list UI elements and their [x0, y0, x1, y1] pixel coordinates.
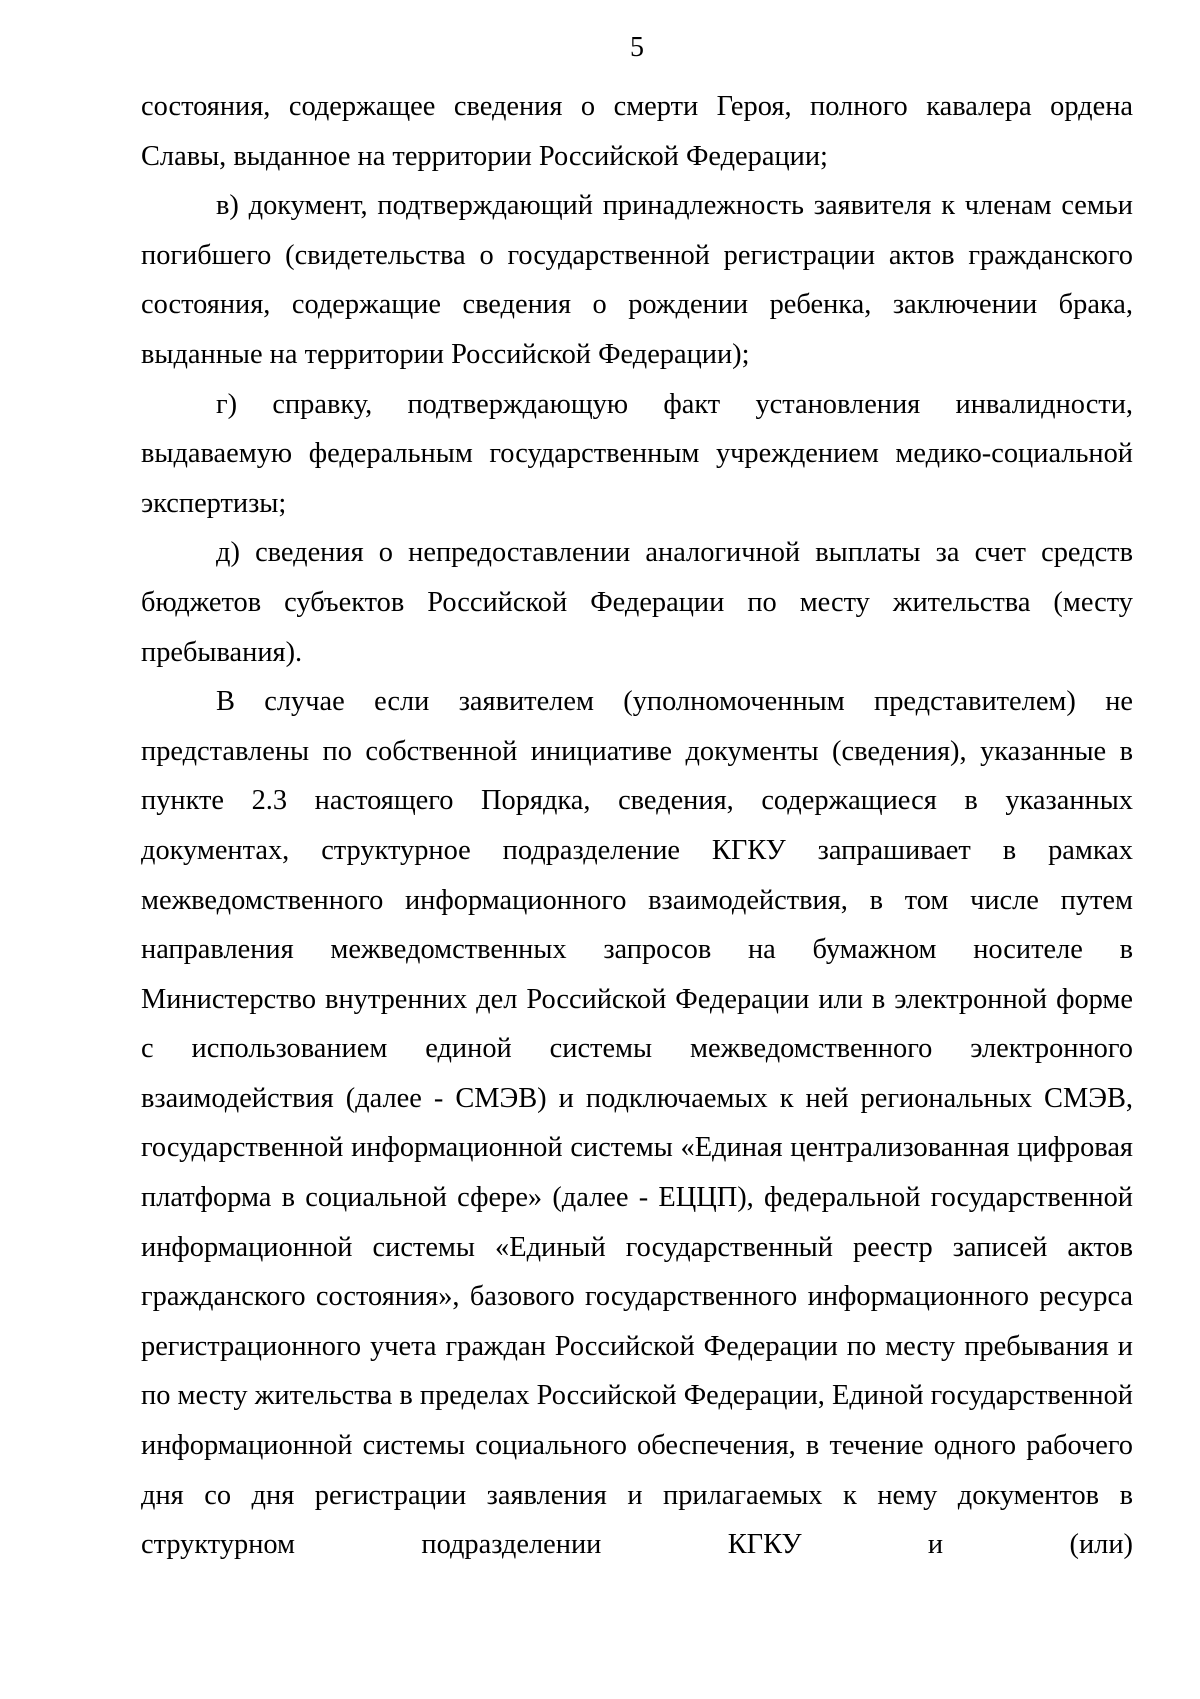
paragraph-item-g: г) справку, подтверждающую факт установления инвалидности, выдаваемую федеральным государственным учреждением медико-социальной экспертизы;: [141, 388, 1133, 519]
paragraph-item-v: в) документ, подтверждающий принадлежность заявителя к членам семьи погибшего (свидетельства о государственной регистрации актов гражданского состояния, содержащие сведения о рождении ребенка, заключении брака, выданные на территории Российской Федерации);: [141, 190, 1133, 370]
paragraph-item-d: д) сведения о непредоставлении аналогичной выплаты за счет средств бюджетов субъектов Российской Федерации по месту жительства (месту пребывания).: [141, 537, 1133, 668]
page-number: 5: [630, 32, 644, 63]
document-body: [141, 82, 1133, 1570]
paragraph-continuation: состояния, содержащее сведения о смерти Героя, полного кавалера ордена Славы, выданное на территории Российской Федерации;: [141, 91, 1133, 172]
paragraph-interagency-requests: В случае если заявителем (уполномоченным представителем) не представлены по собственной инициативе документы (сведения), указанные в пункте 2.3 настоящего Порядка, сведения, содержащиеся в указанных документах, структурное подразделение КГКУ запрашивает в рамках межведомственного информационного взаимодействия, в том числе путем направления межведомственных запросов на бумажном носителе в Министерство внутренних дел Российской Федерации или в электронной форме с использованием единой системы межведомственного электронного взаимодействия (далее - СМЭВ) и подключаемых к ней региональных СМЭВ, государственной информационной системы «Единая централизованная цифровая платформа в социальной сфере» (далее - ЕЦЦП), федеральной государственной информационной системы «Единый государственный реестр записей актов гражданского состояния», базового государственного информационного ресурса регистрационного учета граждан Российской Федерации по месту пребывания и по месту жительства в пределах Российской Федерации, Единой государственной информационной системы социального обеспечения, в течение одного рабочего дня со дня регистрации заявления и прилагаемых к нему документов в структурном подразделении КГКУ и (или): [141, 686, 1133, 1561]
